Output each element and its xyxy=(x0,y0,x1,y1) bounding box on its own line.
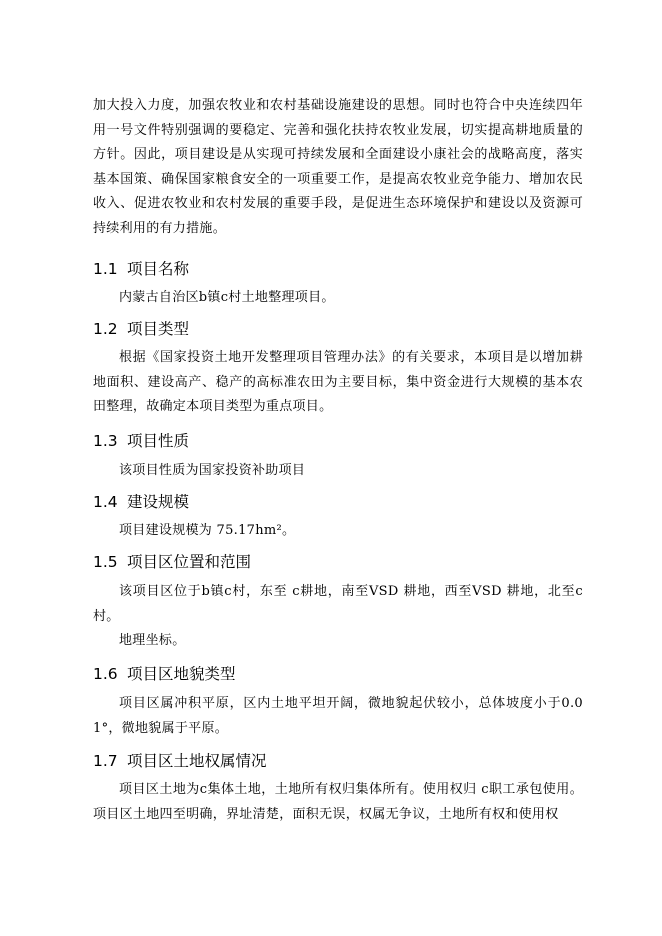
intro-paragraph: 加大投入力度，加强农牧业和农村基础设施建设的思想。同时也符合中央连续四年用一号文件特别强调的要稳定、完善和强化扶持农牧业发展，切实提高耕地质量的方针。因此，项目建设是从实现可持续发展和全面建设小康社会的战略高度，落实基本国策、确保国家粮食安全的一项重要工作，是提高农牧业竞争能力、增加农民收入、促进农牧业和农村发展的重要手段，是促进生态环境保护和建设以及资源可持续利用的有力措施。 xyxy=(93,98,583,236)
body-paragraph: 项目建设规模为 75.17hm²。 xyxy=(119,523,296,538)
section-body-1-3 xyxy=(93,459,583,484)
section-title: 项目类型 xyxy=(127,320,190,338)
section-number: 1.5 xyxy=(93,553,118,571)
section-number: 1.2 xyxy=(93,320,118,338)
section-body-1-5 xyxy=(93,580,583,654)
body-paragraph: 内蒙古自治区b镇c村土地整理项目。 xyxy=(119,290,335,305)
section-number: 1.7 xyxy=(93,752,118,770)
body-paragraph: 项目区土地为c集体土地，土地所有权归集体所有。使用权归 c职工承包使用。项目区土地四至明确，界址清楚，面积无误，权属无争议，土地所有权和使用权 xyxy=(93,782,583,822)
body-paragraph: 该项目区位于b镇c村，东至 c耕地，南至VSD 耕地，西至VSD 耕地，北至c村。 xyxy=(93,584,583,624)
body-paragraph: 项目区属冲积平原，区内土地平坦开阔，微地貌起伏较小，总体坡度小于0.01°，微地貌属于平原。 xyxy=(93,696,583,736)
section-body-1-4 xyxy=(93,519,583,544)
section-number: 1.3 xyxy=(93,432,118,450)
section-title: 项目区土地权属情况 xyxy=(127,752,267,770)
section-heading-1-7 xyxy=(93,751,267,771)
section-body-1-6 xyxy=(93,692,583,741)
section-title: 建设规模 xyxy=(127,493,190,511)
body-paragraph: 地理坐标。 xyxy=(119,633,186,648)
section-body-1-1 xyxy=(93,286,583,311)
section-title: 项目区地貌类型 xyxy=(127,665,236,683)
section-number: 1.6 xyxy=(93,665,118,683)
body-paragraph: 根据《国家投资土地开发整理项目管理办法》的有关要求，本项目是以增加耕地面积、建设高产、稳产的高标准农田为主要目标，集中资金进行大规模的基本农田整理，故确定本项目类型为重点项目。 xyxy=(93,350,583,414)
section-body-1-7 xyxy=(93,778,583,827)
section-number: 1.1 xyxy=(93,260,118,278)
section-number: 1.4 xyxy=(93,493,118,511)
section-body-1-2 xyxy=(93,346,583,420)
section-heading-1-6 xyxy=(93,664,236,684)
section-title: 项目性质 xyxy=(127,432,190,450)
body-paragraph: 该项目性质为国家投资补助项目 xyxy=(119,463,306,478)
section-heading-1-5 xyxy=(93,552,251,572)
section-title: 项目区位置和范围 xyxy=(127,553,252,571)
section-heading-1-1 xyxy=(93,259,189,279)
section-heading-1-4 xyxy=(93,492,189,512)
section-heading-1-2 xyxy=(93,319,189,339)
section-title: 项目名称 xyxy=(127,260,190,278)
intro-section xyxy=(93,94,583,241)
section-heading-1-3 xyxy=(93,431,189,451)
